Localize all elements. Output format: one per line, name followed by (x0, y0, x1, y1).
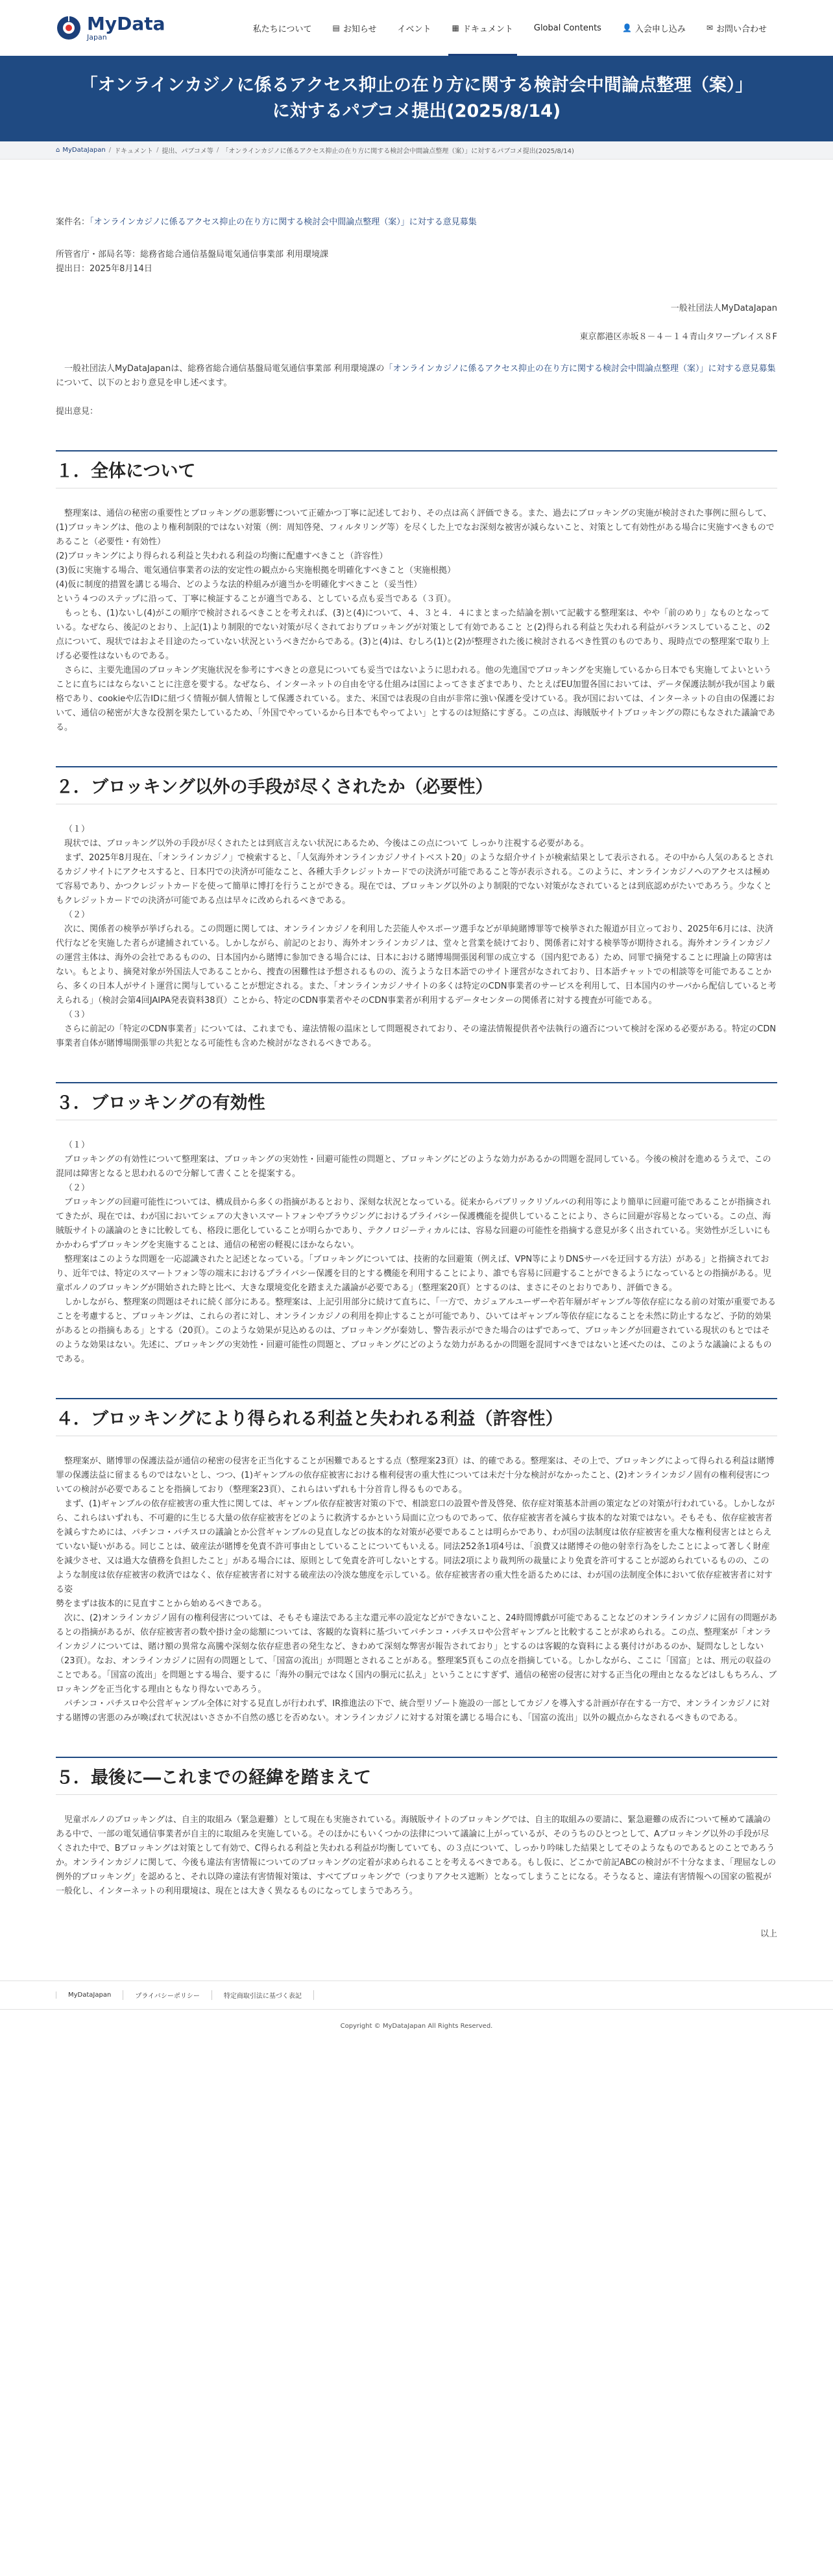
section-paragraph: パチンコ・パチスロや公営ギャンブル全体に対する見直しが行われず、IR推進法の下で、統合型リゾート施設の一部としてカジノを導入する計画が存在する一方で、オンラインカジノに対する賭博の害悪のみが喚ばれて状況はいささか不自然の感じを否めない。オンラインカジノに対する対策を講じる場合にも、「国富の流出」以外の観点からなされるべきものである。 (56, 1699, 770, 1723)
opinion-section (56, 450, 777, 735)
page-hero (0, 56, 833, 141)
nav-news[interactable] (322, 0, 387, 56)
section-paragraph: (1)ブロッキングは、他のより権利制限的ではない対策（例：周知啓発、フィルタリング等）を尽くした上でなお深刻な被害が減らないこと、対策として有効性がある場合に実施すべきものであること（必要性・有効性） (56, 523, 775, 547)
nav-about[interactable] (243, 0, 322, 56)
nav-join[interactable] (612, 0, 696, 56)
document-icon: ▦ (452, 23, 459, 32)
section-paragraph: （２） (64, 910, 90, 920)
copyright: Copyright © MyDataJapan All Rights Reserved. (340, 2023, 493, 2030)
breadcrumb-separator: / (216, 147, 219, 154)
section-paragraph: まず、2025年8月現在、「オンラインカジノ」で検索すると、「人気海外オンラインカジノサイトベスト20」のような紹介サイトが検索結果として表示される。その中から人気のあるとされるカジノサイトにアクセスすると、日本円での決済が可能なこと、各種大手クレジットカードでの決済が可能であること等が表示される。このように、オンラインカジノへのアクセスは極めて容易であり、かつクレジットカードを使って簡単に博打を行うことができる。現在では、ブロッキング以外のより制限的でない対策がなされているとは到底認めがたいであろう。少なくともクレジットカードでの決済が可能である点は早々に改められるべきである。 (56, 853, 774, 906)
section-paragraph: 整理案が、賭博罪の保護法益が通信の秘密の侵害を正当化することが困難であるとする点（整理案23頁）は、的確である。整理案は、その上で、ブロッキングによって得られる利益は賭博罪の保護法益に留まるものではないとし、つつ、(1)ギャンブルの依存症被害における権利侵害の重大性については未だ十分な検討がなかったこと、(2)オンラインカジノ固有の権利侵害についての検討が必要であることを指摘しており（整理案23頁）、これらはいずれも十分首肯し得るものである。 (56, 1456, 775, 1495)
section-heading: １．全体について (56, 461, 196, 481)
section-paragraph: (3)仮に実施する場合、電気通信事業者の法的安定性の観点から実施根拠を明確化すべきこと（実施根拠） (56, 566, 456, 575)
footer-link-commerce[interactable]: 特定商取引法に基づく表記 (211, 1990, 314, 2000)
intro-paragraph (56, 362, 777, 391)
section-heading: ４．ブロッキングにより得られる利益と失われる利益（許容性） (56, 1409, 563, 1429)
mail-icon: ✉ (706, 23, 713, 32)
site-header (0, 0, 833, 56)
section-paragraph: まず、(1)ギャンブルの依存症被害の重大性に関しては、ギャンブル依存症被害対策の下で、相談窓口の設置や普及啓発、依存症対策基本計画の策定などの対策が行われている。しかしながら、これらはいずれも、不可避的に生じる大量の依存症被害をどのように救済するかという局面に立つものであって、依存症被害者を減らす抜本的な対策ではない。そもそも、依存症被害者を減らすためには、パチンコ・パチスロの議論とか公営ギャンブルの見直しなどの抜本的な対策が必要であることは明らかであり、わが国の法制度は依存症被害を重大な権利侵害とはとらえていない疑いがある。同じことは、破産法が賭博を免責不許可事由としていることについてもいえる。同法252条1項4号は、「浪費又は賭博その他の射幸行為をしたことによって著しく財産を減少させ、又は過大な債務を負担したこと」がある場合には、原則として免責を許可しないとする。同法2項により裁判所の裁量により免責を許可することが認められているものの、このような制度は依存症被害の救済ではなく、依存症被害者に対する破産法の冷淡な態度を示している。依存症被害者の重大性を語るためには、わが国の法制度全体において依存症被害者に対する姿 (56, 1499, 775, 1595)
section-paragraph: (2)ブロッキングにより得られる利益と失われる利益の均衡に配慮すべきこと（許容性） (56, 551, 388, 561)
intro-before: 一般社団法人MyDataJapanは、総務省総合通信基盤局電気通信事業部 利用環境課の (64, 364, 385, 374)
news-icon: ▤ (332, 23, 340, 32)
section-body (56, 1436, 777, 1726)
subject-line (56, 215, 777, 230)
breadcrumb-home[interactable]: MyDataJapan (62, 147, 106, 154)
section-body (56, 804, 777, 1051)
section-body (56, 1794, 777, 1899)
nav-events[interactable] (387, 0, 442, 56)
intro-after: について、以下のとおり意見を申し述べます。 (56, 378, 232, 388)
closing-text: 以上 (760, 1929, 777, 1939)
section-paragraph: ブロッキングの有効性について整理案は、ブロッキングの実効性・回避可能性の問題と、ブロッキングにどのような効力があるかの問題を混同している。今後の検討を進めるうえで、この混同は障害となると思われるので分解して書くことを提案する。 (56, 1155, 771, 1179)
submission-date: 提出日：2025年8月14日 (56, 264, 152, 274)
nav-events-label: イベント (397, 24, 431, 34)
section-heading: ５．最後に―これまでの経緯を踏まえて (56, 1768, 371, 1788)
section-paragraph: しかしながら、整理案の問題はそれに続く部分にある。整理案は、上記引用部分に続けて直ちに、「一方で、カジュアルユーザーや若年層がギャンブル等依存症になる前の対策が重要であることを考慮すると、ブロッキングは、これらの者に対し、オンラインカジノの利用を抑止することが可能であり、ひいてはギャンブル等依存症になることを未然に防止するなど、予防的効果があるとの指摘もある」とする（20頁）。このような効果が見込めるのは、ブロッキングが秦効し、警告表示ができた場合のはずであって、ブロッキングが回避されている現状のもとではそのような効果はない。先述に、ブロッキングの実効性・回避可能性の問題と、ブロッキングにどのような効力があるかの問題を混同すべきではないと述べたのは、このような議論によるものである。 (56, 1297, 776, 1364)
breadcrumb-current: 「オンラインカジノに係るアクセス抑止の在り方に関する検討会中間論点整理（案）」に対するパブコメ提出(2025/8/14) (222, 148, 574, 155)
nav-global[interactable] (524, 0, 612, 56)
breadcrumb-documents[interactable]: ドキュメント (114, 148, 154, 155)
nav-documents-label: ドキュメント (462, 24, 513, 34)
home-icon: ⌂ (56, 147, 60, 154)
section-paragraph: という４つのステップに沿って、丁寧に検証することが適当である、としている点も妥当である（３頁）。 (56, 594, 456, 604)
section-paragraph: （１） (64, 1140, 90, 1150)
page-title: 「オンラインカジノに係るアクセス抑止の在り方に関する検討会中間論点整理（案）」に対するパブコメ提出(2025/8/14) (80, 75, 753, 121)
footer-link-home[interactable]: MyDataJapan (56, 1992, 123, 1999)
footer-links (0, 1981, 833, 2010)
opinion-section (56, 1082, 777, 1367)
section-heading: ３．ブロッキングの有効性 (56, 1093, 265, 1113)
meta-block (56, 248, 777, 276)
section-paragraph: 次に、関係者の検挙が挙げられる。この問題に関しては、オンラインカジノを利用した芸能人やスポーツ選手などが単純賭博罪等で検挙された報道が目立っており、2025年6月には、決済代行などを実施した者らが逮捕されている。しかしながら、前記のとおり、海外オンラインカジノは、堂々と営業を続けており、関係者に対する検挙等が期待される。海外オンラインカジノの運営主体は、海外の会社であるものの、日本国内から賭博に参加できる場合には、日本における賭博場開張図利罪の成立する（国内犯である）ため、同罪で摘発することに理論上の障害はない。もとより、摘発対象が外国法人であることから、捜査の困難性は予想されるものの、流うような日本語でのサイト運営がなされており、日本語チャットでの相談等を可能であることから、多くの日本人がサイト運営に関与していることが想定される。また、「オンラインカジノサイトの多くは特定のCDN事業者のサービスを利用して、日本国内のサーバから配信していると考えられる」（検討会第4回JAIPA発表資料38頁）ことから、特定のCDN事業者やそのCDN事業者が利用するデータセンターの関係者に対する捜査が可能である。 (56, 924, 777, 1005)
user-plus-icon: 👤 (622, 23, 632, 32)
site-logo[interactable] (56, 12, 204, 42)
section-heading: ２．ブロッキング以外の手段が尽くされたか（必要性） (56, 777, 493, 797)
intro-link[interactable]: 「オンラインカジノに係るアクセス抑止の在り方に関する検討会中間論点整理（案）」に対する意見募集 (384, 364, 776, 374)
section-paragraph: さらに、主要先進国のブロッキング実施状況を参考にすべきとの意見についても妥当ではないように思われる。他の先進国でブロッキングを実施しているから日本でも実施してよいということに直ちにはならないことに注意を要する。なぜなら、インターネットの自由を守る仕組みは国によってさまざまであり、たとえばEU加盟各国においては、データ保護法制が我が国より厳格であり、cookieや広告IDに紐づく情報が個人情報として保護されている。また、米国では表現の自由が非常に強い保護を受けている。我が国においては、インターネットの自由の保護において、通信の秘密が大きな役割を果たしているため、「外国でやっているから日本でもやってよい」とするのは短絡にすぎる。この点は、海賊版サイトブロッキングの際にもなされた議論である。 (56, 666, 775, 732)
section-paragraph: （３） (64, 1010, 90, 1020)
main-content (56, 160, 777, 1942)
breadcrumb-submissions[interactable]: 提出、パブコメ等 (162, 148, 213, 155)
organization-address: 東京都港区赤坂８－４－１４青山タワープレイス８F (579, 332, 777, 342)
footer-link-privacy[interactable]: プライバシーポリシー (123, 1990, 211, 2000)
section-body (56, 1120, 777, 1367)
section-paragraph: さらに前記の「特定のCDN事業者」については、これまでも、違法情報の温床として問題視されており、その違法情報提供者や法執行の適否について検討を深める必要がある。特定のCDN事業者自体が賭博場開張罪の共犯となる可能性も含めた検討がなされるべきである。 (56, 1024, 777, 1048)
logo-title: MyData (87, 12, 165, 34)
nav-contact-label: お問い合わせ (716, 24, 767, 34)
section-paragraph: 勢をまずは抜本的に見直すことから始めるべきである。 (56, 1599, 267, 1609)
section-paragraph: ブロッキングの回避可能性については、構成員から多くの指摘があるとおり、深刻な状況となっている。従来からパブリックリゾルバの利用等により簡単に回避可能であることが指摘されてきたが、現在では、わが国においてシェアの大きいスマートフォンやブラウジングにおけるプライバシー保護機能を提供していることにより、さらに回避が容易となっている。この点、海賊版サイトの議論のときに比較しても、格段に悪化していることが明らかであり、テクノロジーティカルには、容易な回避の可能性を指摘する意見が多く出されている。実効性が乏しいにもかかわらずブロッキングを実施することは、通信の秘密の軽視にほかならない。 (56, 1198, 771, 1250)
opinion-section (56, 1398, 777, 1726)
nav-documents[interactable] (442, 0, 524, 56)
logo-subtitle: Japan (87, 32, 107, 42)
subject-link[interactable]: 「オンラインカジノに係るアクセス抑止の在り方に関する検討会中間論点整理（案）」に対する意見募集 (90, 217, 477, 227)
site-footer (0, 1980, 833, 2045)
organization-name: 一般社団法人MyDataJapan (670, 304, 777, 313)
opinion-section (56, 1757, 777, 1899)
nav-join-label: 入会申し込み (634, 24, 686, 34)
section-paragraph: 児童ポルノのブロッキングは、自主的取組み（緊急避難）として現在も実施されている。海賊版サイトのブロッキングでは、自主的取組みの要請に、緊急避難の成否について極めて議論のある中で、一部の電気通信事業者が自主的に取組みを実施している。そのほかにもいくつかの法律について議論に上がっているが、そのうちのひとつとして、Aブロッキング以外の手段が尽くされた中で、Bブロッキングは対策として有効で、C得られる利益と失われる利益が均衡していても、の３点について、しっかり吟味した結果としてそのようなものであるとのことであろうか。オンラインカジノに関して、今後も違法有害情報についてのブロッキングの定着が求められることを考えるべきである。もし仮に、どこかで前記ABCの検討が不十分なまま、「理屈なしの例外的ブロッキング」を認めると、それ以降の違法有害情報対策は、すべてブロッキングで（つまりアクセス遮断）となってしまうことになる。そうなると、違法有害情報への国家の監視が一般化し、インターネットの利用環境は、現在とは大きく異なるものになってしまうであろう。 (56, 1815, 777, 1896)
section-paragraph: 次に、(2)オンラインカジノ固有の権利侵害については、そもそも違法である主な還元率の設定などができないこと、24時間博戯が可能であることなどのオンラインカジノに固有の問題があるとの指摘があるが、依存症被害者の数や掛け金の総額については、客観的な資料に基づいてパチンコ・パチスロや公営ギャンブルと比較することが求められる。この点、整理案が「オンラインカジノについては、賭け額の異常な高騰や深刻な依存症患者の発生など、きわめて深刻な弊害が報告されており」とするのは客観的な資料による裏付けがあるのか、疑問なしとしない（23頁）。なお、オンラインカジノに固有の問題として、「国富の流出」が問題とされることがある。整理案5頁もこの点を指摘している。しかしながら、ここに「国富」とは、刑元の収益のことである。「国富の流出」を問題とする場合、要するに「海外の胴元ではなく国内の胴元に払え」ということにすぎず、通信の秘密の侵害に対する正当化の理由となるなどはしもちろん、ブロッキングを正当化する理由ともなり得ないであろう。 (56, 1613, 777, 1694)
breadcrumb-separator: / (156, 147, 159, 154)
subject-prefix: 案件名： (56, 217, 90, 227)
section-paragraph: （２） (64, 1183, 90, 1193)
opinion-section (56, 766, 777, 1051)
section-paragraph: 整理案はこのような問題を一応認識されたと記述となっている。「ブロッキングについては、技術的な回避策（例えば、VPN等によりDNSサーバを迂回する方法）がある」と指摘されており、近年では、特定のスマートフォン等の端末におけるプライバシー保護を目的とする機能を利用することにより、誰でも容易に回避することができるようになっているとの指摘がある。児童ポルノのブロッキングが開始された時と比べ、大きな環境変化を踏まえた議論が必要である」（整理案20頁）とするのは、まさにそのとおりであり、評価できる。 (56, 1255, 772, 1293)
section-paragraph: もっとも、(1)ないし(4)がこの順序で検討されるべきことを考えれば、(3)と(4)について、４、３と４．４にまとまった結論を割いて記載する整理案は、やや「前のめり」なものとなっている。なぜなら、後記のとおり、上記(1)より制限的でない対策が尽くされておりブロッキングが対策として有効であること と(2)得られる利益と失われる利益がバランスしていること、の2点について、現状ではおよそ目途のたっていない状況というべきだからである。(3)と(4)は、むしろ(1)と(2)が整理された後に検討されるべき性質のものであり、現時点での整理案で取り上げる必要性はないものである。 (56, 608, 771, 661)
opinion-label: 提出意見： (56, 407, 99, 416)
nav-contact[interactable] (696, 0, 777, 56)
section-paragraph: 現状では、ブロッキング以外の手段が尽くされたとは到底言えない状況にあるため、今後はこの点について しっかり注視する必要がある。 (64, 839, 589, 849)
ministry-line: 所管省庁・部局名等：総務省総合通信基盤局電気通信事業部 利用環境課 (56, 250, 329, 259)
opinion-sections (56, 450, 777, 1899)
section-paragraph: 整理案は、通信の秘密の重要性とブロッキングの悪影響について正確かつ丁寧に記述しており、その点は高く評価できる。また、過去にブロッキングの実施が検討された事例に照らして、 (64, 509, 772, 518)
logo-icon (56, 15, 82, 41)
breadcrumb (0, 141, 833, 160)
organization-block (56, 295, 777, 352)
nav-about-label: 私たちについて (252, 24, 312, 34)
main-nav (243, 0, 777, 56)
section-body (56, 488, 777, 735)
section-paragraph: （１） (64, 825, 90, 834)
nav-news-label: お知らせ (343, 24, 377, 34)
nav-global-label: Global Contents (533, 23, 601, 33)
section-paragraph: (4)仮に制度的措置を講じる場合、どのような法的枠組みが適当かを明確化すべきこと（妥当性） (56, 580, 422, 590)
breadcrumb-separator: / (108, 147, 112, 154)
